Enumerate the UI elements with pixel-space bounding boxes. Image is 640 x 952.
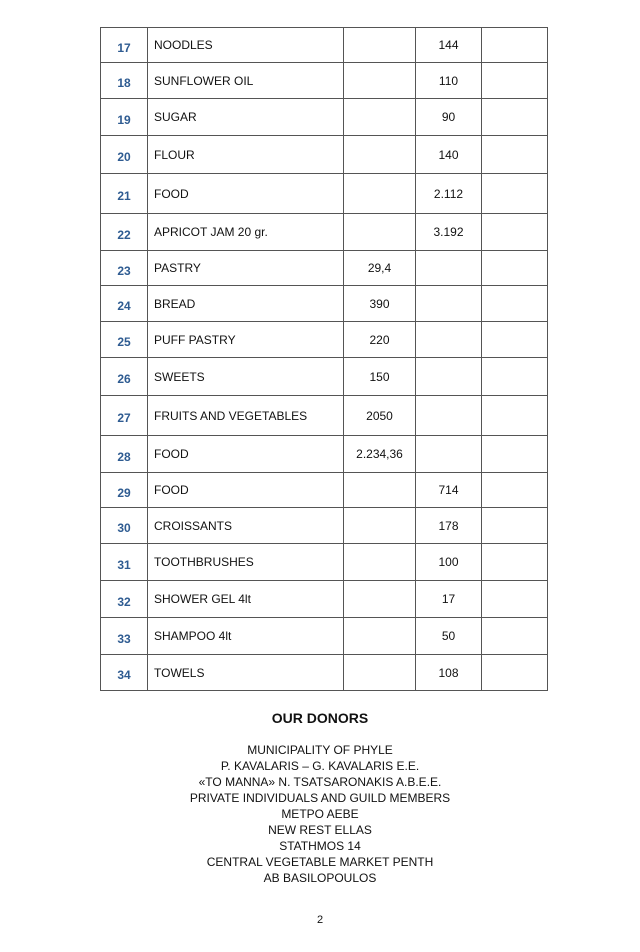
row-number: 29: [101, 473, 148, 508]
extra-cell: [482, 136, 548, 174]
donor-item: «TO MANNA» N. TSATSARONAKIS A.B.E.E.: [198, 775, 442, 789]
extra-cell: [482, 473, 548, 508]
extra-cell: [482, 436, 548, 473]
table-row: [101, 286, 548, 322]
item-name: SHOWER GEL 4lt: [148, 581, 344, 618]
item-name: FOOD: [148, 436, 344, 473]
quantity-kg: [344, 99, 416, 136]
quantity-pieces: 140: [416, 136, 482, 174]
table-row: [101, 322, 548, 358]
quantity-kg: [344, 63, 416, 99]
quantity-kg: [344, 174, 416, 214]
item-name: SUNFLOWER OIL: [148, 63, 344, 99]
table-row: [101, 581, 548, 618]
table-row: [101, 174, 548, 214]
quantity-kg: [344, 618, 416, 655]
donor-item: P. KAVALARIS – G. KAVALARIS E.E.: [220, 759, 420, 773]
row-number: 26: [101, 358, 148, 396]
table-row: [101, 214, 548, 251]
row-number: 19: [101, 99, 148, 136]
quantity-kg: [344, 28, 416, 63]
table-row: [101, 436, 548, 473]
item-name: SUGAR: [148, 99, 344, 136]
quantity-kg: [344, 544, 416, 581]
quantity-pieces: 90: [416, 99, 482, 136]
extra-cell: [482, 28, 548, 63]
item-name: SWEETS: [148, 358, 344, 396]
extra-cell: [482, 508, 548, 544]
extra-cell: [482, 396, 548, 436]
item-name: PUFF PASTRY: [148, 322, 344, 358]
item-name: SHAMPOO 4lt: [148, 618, 344, 655]
item-name: FOOD: [148, 174, 344, 214]
row-number: 23: [101, 251, 148, 286]
table-row: [101, 544, 548, 581]
quantity-kg: 2050: [344, 396, 416, 436]
table-row: [101, 136, 548, 174]
donor-item: METPO AEBE: [281, 807, 359, 821]
extra-cell: [482, 174, 548, 214]
extra-cell: [482, 618, 548, 655]
table-row: [101, 396, 548, 436]
row-number: 21: [101, 174, 148, 214]
quantity-kg: 390: [344, 286, 416, 322]
quantity-pieces: 110: [416, 63, 482, 99]
donor-item: MUNICIPALITY OF PHYLE: [247, 743, 393, 757]
quantity-kg: [344, 214, 416, 251]
extra-cell: [482, 63, 548, 99]
row-number: 30: [101, 508, 148, 544]
donors-title: OUR DONORS: [271, 710, 369, 726]
donor-item: NEW REST ELLAS: [268, 823, 372, 837]
quantity-pieces: 144: [416, 28, 482, 63]
quantity-pieces: 108: [416, 655, 482, 691]
quantity-kg: [344, 581, 416, 618]
donors-section: [0, 708, 640, 886]
quantity-pieces: 2.112: [416, 174, 482, 214]
table-row: [101, 251, 548, 286]
extra-cell: [482, 322, 548, 358]
row-number: 20: [101, 136, 148, 174]
item-name: FOOD: [148, 473, 344, 508]
donor-list: [0, 742, 640, 886]
item-name: NOODLES: [148, 28, 344, 63]
item-name: TOWELS: [148, 655, 344, 691]
quantity-pieces: [416, 436, 482, 473]
extra-cell: [482, 286, 548, 322]
quantity-kg: [344, 655, 416, 691]
table-row: [101, 28, 548, 63]
extra-cell: [482, 214, 548, 251]
row-number: 17: [101, 28, 148, 63]
item-name: PASTRY: [148, 251, 344, 286]
quantity-pieces: 3.192: [416, 214, 482, 251]
row-number: 31: [101, 544, 148, 581]
donor-item: PRIVATE INDIVIDUALS AND GUILD MEMBERS: [189, 791, 451, 805]
table-row: [101, 99, 548, 136]
table-row: [101, 508, 548, 544]
quantity-pieces: [416, 358, 482, 396]
donor-item: AB BASILOPOULOS: [263, 871, 377, 885]
item-name: CROISSANTS: [148, 508, 344, 544]
row-number: 22: [101, 214, 148, 251]
table-row: [101, 655, 548, 691]
table-row: [101, 358, 548, 396]
row-number: 32: [101, 581, 148, 618]
row-number: 25: [101, 322, 148, 358]
row-number: 34: [101, 655, 148, 691]
quantity-pieces: [416, 286, 482, 322]
item-name: APRICOT JAM 20 gr.: [148, 214, 344, 251]
quantity-kg: 150: [344, 358, 416, 396]
quantity-kg: 220: [344, 322, 416, 358]
extra-cell: [482, 655, 548, 691]
item-name: TOOTHBRUSHES: [148, 544, 344, 581]
row-number: 24: [101, 286, 148, 322]
item-name: FRUITS AND VEGETABLES: [148, 396, 344, 436]
extra-cell: [482, 581, 548, 618]
item-name: FLOUR: [148, 136, 344, 174]
item-name: BREAD: [148, 286, 344, 322]
quantity-pieces: 17: [416, 581, 482, 618]
quantity-kg: 29,4: [344, 251, 416, 286]
extra-cell: [482, 251, 548, 286]
donations-table: [100, 27, 548, 691]
quantity-kg: [344, 473, 416, 508]
donations-table-body: [101, 28, 548, 691]
quantity-pieces: [416, 251, 482, 286]
quantity-pieces: [416, 396, 482, 436]
row-number: 27: [101, 396, 148, 436]
extra-cell: [482, 358, 548, 396]
donor-item: STATHMOS 14: [279, 839, 361, 853]
quantity-kg: [344, 508, 416, 544]
row-number: 28: [101, 436, 148, 473]
quantity-kg: [344, 136, 416, 174]
table-row: [101, 473, 548, 508]
quantity-pieces: 178: [416, 508, 482, 544]
page-number: 2: [316, 914, 324, 926]
quantity-pieces: 50: [416, 618, 482, 655]
quantity-pieces: 100: [416, 544, 482, 581]
quantity-pieces: [416, 322, 482, 358]
quantity-pieces: 714: [416, 473, 482, 508]
quantity-kg: 2.234,36: [344, 436, 416, 473]
row-number: 18: [101, 63, 148, 99]
table-row: [101, 63, 548, 99]
extra-cell: [482, 99, 548, 136]
extra-cell: [482, 544, 548, 581]
donor-item: CENTRAL VEGETABLE MARKET PENTH: [206, 855, 434, 869]
table-row: [101, 618, 548, 655]
row-number: 33: [101, 618, 148, 655]
